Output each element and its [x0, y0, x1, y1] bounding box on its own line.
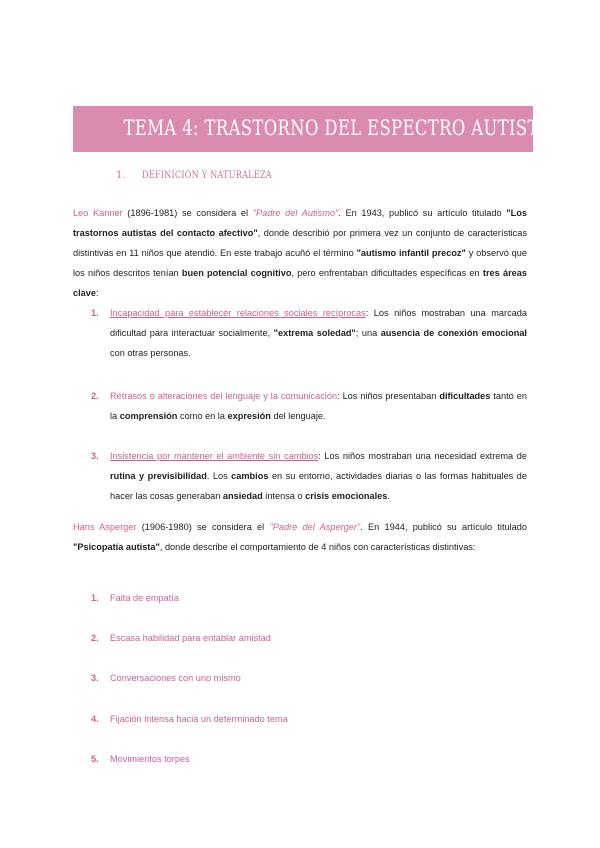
kanner-text-4: , pero enfrentaban dificultades específicas en	[291, 268, 480, 278]
kanner-text-1: . En 1943, publicó su artículo titulado	[338, 208, 502, 218]
item-bold: dificultades	[439, 391, 491, 401]
list-item	[91, 628, 271, 648]
item-bold: rutina y previsibilidad	[110, 471, 207, 481]
kanner-term: "autismo infantil precoz"	[356, 248, 466, 258]
item-text: ; una	[355, 328, 378, 338]
item-text: Movimientos torpes	[110, 754, 190, 764]
asperger-paragraph	[73, 517, 527, 557]
item-number: 4.	[91, 714, 99, 724]
item-text: : Los niños mostraban una necesidad extrema de	[318, 451, 527, 461]
item-text: Fijación intensa hacia un determinado tema	[110, 714, 288, 724]
asperger-text-2: , donde describe el comportamiento de 4 niños con características distintivas:	[159, 542, 476, 552]
kanner-dates: (1896-1981) se considera el	[127, 208, 249, 218]
item-text: : Los niños presentaban	[337, 391, 437, 401]
asperger-name: Hans Asperger	[73, 522, 137, 532]
kanner-paragraph	[73, 203, 527, 303]
list-item	[91, 446, 527, 506]
kanner-name: Leo Kanner	[73, 208, 123, 218]
list-item	[91, 386, 527, 426]
item-bold: crisis emocionales	[305, 491, 388, 501]
item-text: intensa o	[265, 491, 303, 501]
item-title: Incapacidad para establecer relaciones sociales recíprocas	[110, 308, 366, 318]
item-bold: "extrema soledad"	[273, 328, 356, 338]
title-banner	[73, 106, 551, 152]
item-text: Escasa habilidad para entablar amistad	[110, 633, 271, 643]
kanner-potential: buen potencial cognitivo	[181, 268, 292, 278]
kanner-epithet: "Padre del Autismo"	[252, 208, 339, 218]
item-text: del lenguaje.	[273, 411, 326, 421]
item-text: Conversaciones con uno mismo	[110, 673, 241, 683]
list-item	[91, 709, 288, 729]
item-bold: comprensión	[119, 411, 178, 421]
section-number: 1.	[116, 170, 126, 181]
asperger-article: "Psicopatía autista"	[73, 542, 160, 552]
kanner-article: "Los trastornos autistas del contacto afectivo"	[73, 208, 527, 238]
item-text: con otras personas.	[110, 348, 191, 358]
item-bold: expresión	[227, 411, 271, 421]
kanner-text-2: , donde describió por primera vez un conjunto de características distintivas en 11 niños que atendió. En este trabajo acuñó el término	[73, 228, 527, 258]
item-text: tanto en la	[110, 391, 527, 421]
section-title: DEFINICIÓN Y NATURALEZA	[141, 170, 272, 181]
item-bold: cambios	[231, 471, 269, 481]
item-number: 1.	[91, 308, 99, 318]
asperger-dates: (1906-1980) se considera el	[141, 522, 265, 532]
item-title: Insistencia por mantener el ambiente sin cambios	[110, 451, 319, 461]
item-number: 3.	[91, 451, 99, 461]
list-item	[91, 668, 241, 688]
list-item	[91, 749, 190, 769]
item-number: 5.	[91, 754, 99, 764]
item-text: . Los	[206, 471, 228, 481]
asperger-epithet: "Padre del Asperger"	[269, 522, 361, 532]
kanner-text-5: :	[96, 288, 99, 298]
kanner-areas: tres áreas clave	[73, 268, 527, 298]
item-text: .	[387, 491, 390, 501]
kanner-text-3: y observó que los niños descritos tenían	[73, 248, 528, 278]
list-item	[91, 303, 527, 363]
page-title: TEMA 4: TRASTORNO DEL ESPECTRO AUTISTA	[123, 116, 551, 140]
section-heading	[116, 170, 300, 181]
item-text: Falta de empatía	[110, 593, 179, 603]
item-text: en su entorno, actividades diarias o las formas habituales de hacer las cosas generaban	[110, 471, 527, 501]
item-number: 2.	[91, 633, 99, 643]
list-item	[91, 588, 179, 608]
item-text: : Los niños mostraban una marcada dificultad para interactuar socialmente,	[110, 308, 527, 338]
item-number: 1.	[91, 593, 99, 603]
item-number: 3.	[91, 673, 99, 683]
item-title: Retrasos o alteraciones del lenguaje y la comunicación	[110, 391, 338, 401]
item-number: 2.	[91, 391, 99, 401]
asperger-text-1: . En 1944, publicó su artículo titulado	[360, 522, 528, 532]
item-text: como en la	[179, 411, 225, 421]
item-bold: ansiedad	[222, 491, 263, 501]
item-bold: ausencia de conexión emocional	[380, 328, 527, 338]
